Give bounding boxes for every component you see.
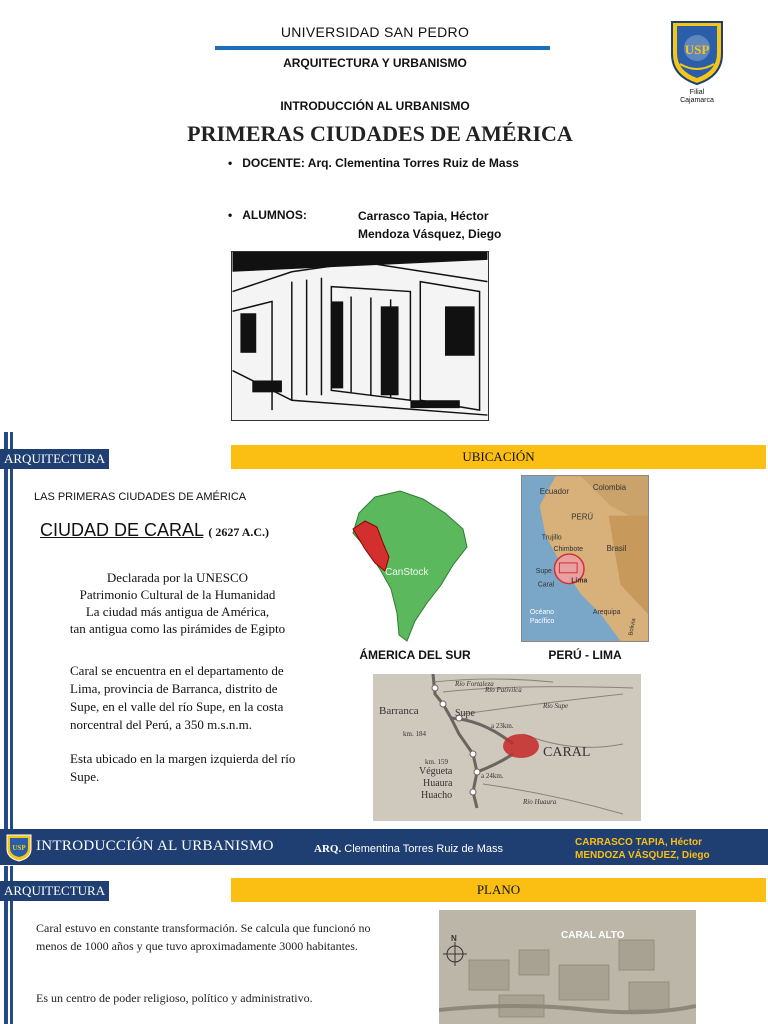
peru-label: Arequipa bbox=[592, 609, 621, 617]
footer-logo-text: USP bbox=[12, 844, 26, 852]
banner-plano: PLANO bbox=[231, 878, 766, 902]
section-label-arquitectura: ARQUITECTURA bbox=[0, 881, 109, 901]
route-label: Río Pativilca bbox=[485, 686, 522, 694]
footer-arq-name: Clementina Torres Ruiz de Mass bbox=[344, 843, 504, 855]
peru-label: Supe bbox=[535, 567, 552, 575]
footer-docente bbox=[314, 843, 503, 855]
side-accent-bar bbox=[10, 432, 13, 830]
caral-engraving-image bbox=[231, 251, 489, 421]
peru-label: Pacífico bbox=[529, 617, 555, 625]
footer-logo bbox=[4, 832, 34, 862]
peru-label: Brasil bbox=[606, 544, 627, 554]
docente-line bbox=[228, 156, 519, 170]
filial-line2: Cajamarca bbox=[680, 97, 714, 104]
unesco-line: Declarada por la UNESCO bbox=[106, 570, 249, 585]
route-label: Supe bbox=[455, 708, 475, 719]
intro-text: LAS PRIMERAS CIUDADES DE AMÉRICA bbox=[34, 491, 247, 503]
route-label: km. 184 bbox=[403, 730, 426, 738]
unesco-text bbox=[40, 569, 315, 637]
plan-label: CARAL ALTO bbox=[561, 930, 625, 941]
logo-text: USP bbox=[684, 42, 710, 57]
south-america-map bbox=[345, 485, 475, 647]
alumno-2: Mendoza Vásquez, Diego bbox=[358, 227, 502, 241]
city-date: ( 2627 A.C.) bbox=[208, 525, 270, 539]
alumnos-label: ALUMNOS: bbox=[242, 208, 307, 222]
page-title: PRIMERAS CIUDADES DE AMÉRICA bbox=[187, 121, 573, 146]
docente-text: DOCENTE: Arq. Clementina Torres Ruiz de Mass bbox=[242, 156, 519, 170]
route-map bbox=[373, 674, 641, 821]
plano-paragraph: Caral estuvo en constante transformación. Se calcula que funcionó no menos de 1000 años y que tuvo aproximadamente 3000 habitantes. bbox=[36, 921, 371, 953]
route-label: Barranca bbox=[379, 705, 419, 717]
banner-ubicacion: UBICACIÓN bbox=[231, 445, 766, 469]
route-label: Río Huaura bbox=[523, 798, 557, 806]
route-label: a 24km. bbox=[481, 772, 504, 780]
filial-label bbox=[662, 89, 732, 105]
peru-label: PERÚ bbox=[571, 512, 594, 522]
route-label: km. 159 bbox=[425, 758, 448, 766]
peru-label: Bolivia bbox=[628, 617, 638, 637]
footer-alumno-2: MENDOZA VÁSQUEZ, Diego bbox=[575, 850, 710, 861]
peru-label: Caral bbox=[537, 581, 555, 589]
peru-label: Colombia bbox=[592, 483, 627, 493]
filial-line1: Filial bbox=[689, 89, 705, 96]
footer-course: INTRODUCCIÓN AL URBANISMO bbox=[36, 838, 274, 854]
route-label: Huaura bbox=[423, 778, 453, 789]
university-name: UNIVERSIDAD SAN PEDRO bbox=[280, 24, 470, 40]
watermark-text: CanStock bbox=[385, 567, 429, 578]
location-paragraph: Caral se encuentra en el departamento de Lima, provincia de Barranca, distrito de Supe, en el valle del río Supe, en la costa norcentral del Perú, a 350 m.s.n.m. bbox=[70, 663, 284, 732]
bullet: • bbox=[228, 156, 233, 170]
unesco-line: tan antigua como las pirámides de Egipto bbox=[69, 621, 286, 636]
north-label: N bbox=[451, 934, 457, 943]
peru-label: Lima bbox=[571, 577, 588, 585]
header-divider bbox=[215, 46, 550, 50]
peru-label: Océano bbox=[529, 609, 554, 617]
route-label: Huacho bbox=[421, 790, 453, 801]
peru-label: Trujillo bbox=[541, 534, 562, 542]
route-label: a 23km. bbox=[491, 722, 514, 730]
city-heading bbox=[40, 520, 269, 541]
bullet: • bbox=[228, 208, 233, 222]
alumno-1: Carrasco Tapia, Héctor bbox=[358, 209, 489, 223]
footer-alumno-1: CARRASCO TAPIA, Héctor bbox=[575, 837, 703, 848]
route-label: CARAL bbox=[543, 745, 591, 760]
caption-south-america: ÁMERICA DEL SUR bbox=[359, 648, 471, 662]
city-title: CIUDAD DE CARAL bbox=[40, 520, 204, 540]
route-label: Río Fortaleza bbox=[455, 680, 494, 688]
footer-arq-prefix: ARQ. bbox=[314, 843, 342, 855]
plano-paragraph: Es un centro de poder religioso, político y administrativo. bbox=[36, 991, 313, 1005]
route-label: Río Supe bbox=[543, 702, 569, 710]
side-accent-bar bbox=[4, 432, 8, 830]
alumnos-line bbox=[228, 208, 307, 222]
university-logo bbox=[668, 18, 726, 86]
section-label-arquitectura: ARQUITECTURA bbox=[0, 449, 109, 469]
course-name: INTRODUCCIÓN AL URBANISMO bbox=[280, 99, 470, 113]
unesco-line: La ciudad más antigua de América, bbox=[85, 604, 270, 619]
peru-label: Ecuador bbox=[539, 487, 569, 497]
faculty-name: ARQUITECTURA Y URBANISMO bbox=[283, 56, 467, 70]
peru-label: Chimbote bbox=[553, 546, 583, 554]
caral-plan-map bbox=[439, 910, 696, 1024]
route-label: Végueta bbox=[419, 766, 453, 777]
unesco-line: Patrimonio Cultural de la Humanidad bbox=[79, 587, 276, 602]
margin-paragraph: Esta ubicado en la margen izquierda del río Supe. bbox=[70, 751, 296, 784]
caption-peru-lima: PERÚ - LIMA bbox=[548, 648, 622, 662]
peru-lima-map bbox=[521, 475, 649, 642]
